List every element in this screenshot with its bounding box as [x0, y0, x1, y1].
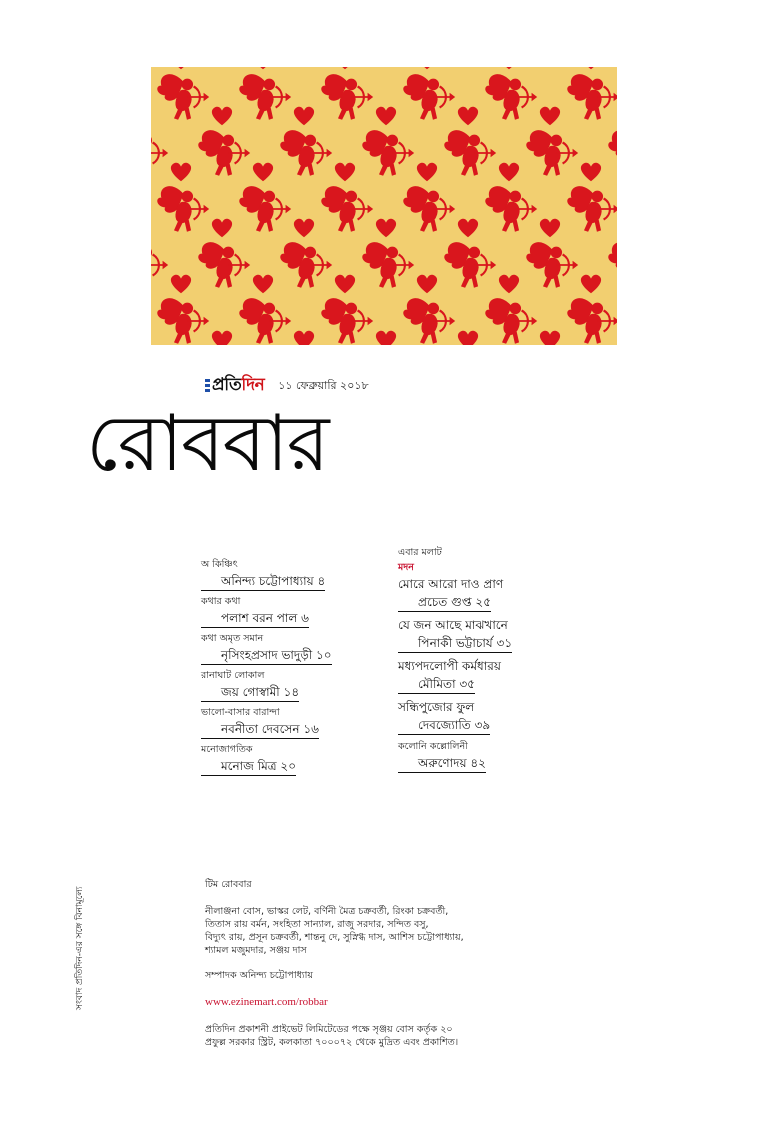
author-line: জয় গোস্বামী ১৪ — [201, 683, 299, 702]
contents-left-column — [201, 557, 376, 779]
story-title: মধ্যপদলোপী কর্মধারয় — [398, 659, 501, 673]
author-line: অরুণোদয় ৪২ — [398, 754, 486, 773]
contents-item[interactable] — [398, 739, 568, 775]
team-names — [205, 905, 505, 957]
section-label: অ কিঞ্চিৎ — [201, 559, 238, 570]
author-line: প্রচেত গুপ্ত ২৫ — [398, 593, 491, 612]
story-title: যে জন আছে মাঝখানে — [398, 618, 508, 632]
cupid-hearts-pattern — [151, 67, 617, 345]
author-line: দেবজ্যোতি ৩৯ — [398, 716, 490, 735]
contents-item[interactable] — [201, 742, 376, 778]
issue-date: ১১ ফেব্রুয়ারি ২০১৮ — [278, 378, 369, 392]
logo-text-part1: প্রতি — [212, 375, 242, 395]
contents-item[interactable] — [201, 557, 376, 593]
logo-text-part2: দিন — [241, 375, 265, 395]
contents-item[interactable] — [201, 631, 376, 667]
cover-story-label: এবার মলাট — [398, 547, 442, 558]
section-label: কলোনি কল্লোলিনী — [398, 741, 468, 752]
team-label: টিম রোববার — [205, 879, 252, 890]
section-label: কথার কথা — [201, 596, 241, 607]
free-supplement-note: সংবাদ প্রতিদিন-এর সঙ্গে বিনামূল্যে — [75, 886, 85, 1010]
team-line: শ্যামল মজুমদার, সঞ্জয় দাস — [205, 945, 307, 956]
author-line: পলাশ বরন পাল ৬ — [201, 609, 309, 628]
masthead-title: রোববার — [86, 399, 328, 489]
story-title: মোরে আরো দাও প্রাণ — [398, 577, 504, 591]
author-line: নৃসিংহপ্রসাদ ভাদুড়ী ১০ — [201, 646, 332, 665]
author-line: মনোজ মিত্র ২০ — [201, 757, 296, 776]
credits-footer — [205, 878, 505, 1049]
editor-credit: সম্পাদক অনিন্দ্য চট্টোপাধ্যায় — [205, 970, 314, 981]
contents-right-column — [398, 545, 568, 777]
contents-item[interactable] — [398, 575, 568, 614]
cover-illustration — [151, 67, 617, 345]
author-line: মৌমিতা ৩৫ — [398, 675, 475, 694]
author-line: পিনাকী ভট্টাচার্য ৩১ — [398, 634, 512, 653]
website-link[interactable]: www.ezinemart.com/robbar — [205, 996, 328, 1008]
section-label: কথা অমৃত সমান — [201, 633, 264, 644]
contents-item[interactable] — [201, 668, 376, 704]
contents-item[interactable] — [398, 616, 568, 655]
contents-item[interactable] — [398, 657, 568, 696]
team-line: নীলাঞ্জনা বোস, ভাস্কর লেট, বর্ণিনী মৈত্র চক্রবর্তী, রিংকা চক্রবর্তী, — [205, 906, 449, 917]
contents-item[interactable] — [398, 698, 568, 737]
author-line: নবনীতা দেবসেন ১৬ — [201, 720, 319, 739]
imprint-line: প্রতিদিন প্রকাশনী প্রাইভেট লিমিটেডের পক্ষে সৃঞ্জয় বোস কর্তৃক ২০ — [205, 1024, 453, 1035]
contents-item[interactable] — [201, 594, 376, 630]
team-line: তিতাস রায় বর্মন, সংহিতা সান্যাল, রাজু সরদার, সন্দিত বসু, — [205, 919, 429, 930]
team-line: বিদ্যুৎ রায়, প্রসূন চক্রবর্তী, শান্তনু দে, সুস্নিগ্ধ দাস, আশিস চট্টোপাধ্যায়, — [205, 932, 464, 943]
section-label: রানাঘাট লোকাল — [201, 670, 265, 681]
cover-topic: মদন — [398, 562, 414, 573]
author-line: অনিন্দ্য চট্টোপাধ্যায় ৪ — [201, 572, 325, 591]
story-title: সন্ধিপুজোর ফুল — [398, 700, 475, 714]
imprint-line: প্রফুল্ল সরকার স্ট্রিট, কলকাতা ৭০০০৭২ থেকে মুদ্রিত এবং প্রকাশিত। — [205, 1037, 459, 1048]
section-label: ভালো-বাসার বারান্দা — [201, 707, 280, 718]
contents-item[interactable] — [201, 705, 376, 741]
imprint — [205, 1023, 505, 1049]
section-label: মনোজাগতিক — [201, 744, 253, 755]
logo-mark-icon — [205, 379, 210, 393]
